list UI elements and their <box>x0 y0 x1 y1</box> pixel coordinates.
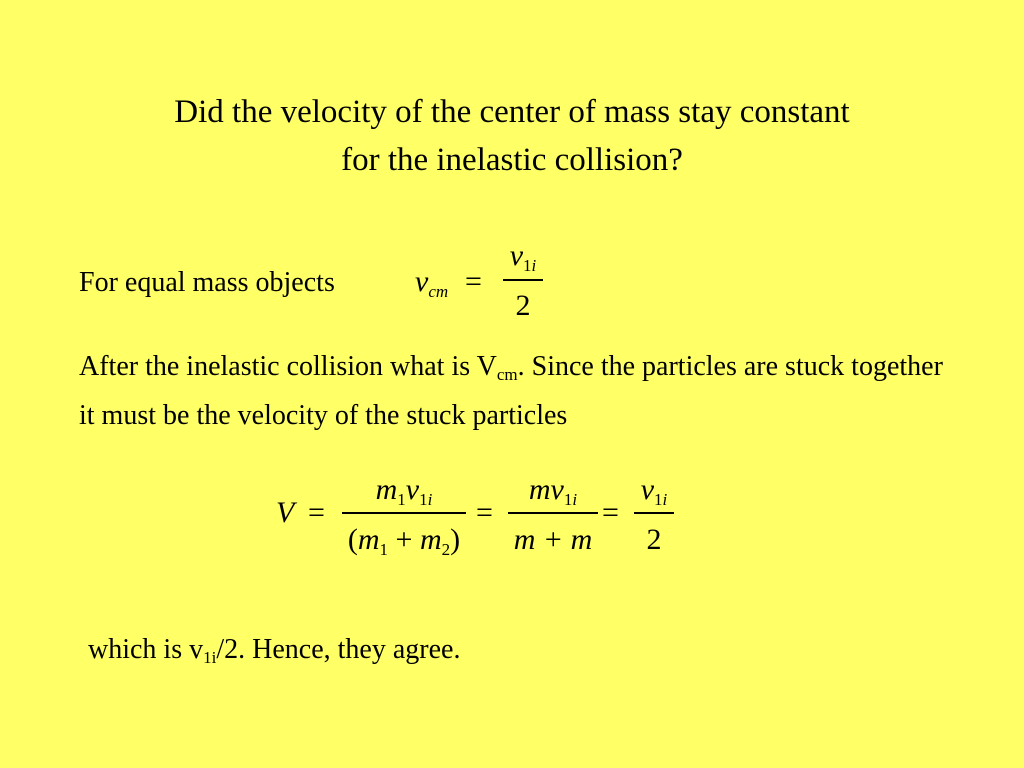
equals-sign-1: = <box>308 496 325 529</box>
velocity-equation <box>270 470 690 570</box>
frac2-denominator: m + m <box>513 523 593 556</box>
vcm-denominator: 2 <box>515 289 531 322</box>
fraction-bar-1 <box>342 512 466 514</box>
v-symbol: V <box>276 496 295 529</box>
equals-sign-3: = <box>602 496 619 529</box>
equal-mass-label: For equal mass objects <box>79 267 335 298</box>
vcm-numerator: $v_{1i}$ <box>509 239 537 275</box>
title-line-1: Did the velocity of the center of mass stay constant <box>174 94 850 130</box>
frac3-numerator: $v_{1i}$ <box>640 473 668 509</box>
equals-sign-2: = <box>476 496 493 529</box>
fraction-bar-2 <box>508 512 598 514</box>
vcm-equation <box>415 238 555 328</box>
frac2-numerator: $mv_{1i}$ <box>528 473 578 509</box>
fraction-bar <box>503 279 543 281</box>
vcm-symbol: $v_{cm}$ <box>415 265 449 301</box>
title-line-2: for the inelastic collision? <box>341 142 683 178</box>
frac1-numerator: $m_1v_{1i}$ <box>375 473 433 509</box>
frac1-denominator: $(m_1 + m_2)$ <box>347 523 461 559</box>
frac3-denominator: 2 <box>646 523 662 556</box>
inelastic-paragraph: After the inelastic collision what is $V_{cm}$. Since the particles are stuck together it must be the velocity of the stuck particles <box>79 351 943 431</box>
conclusion-text: which is $v_{1i}/2$. Hence, they agree. <box>88 634 461 667</box>
slide-title <box>60 88 964 184</box>
equals-sign: = <box>465 265 482 298</box>
fraction-bar-3 <box>634 512 674 514</box>
